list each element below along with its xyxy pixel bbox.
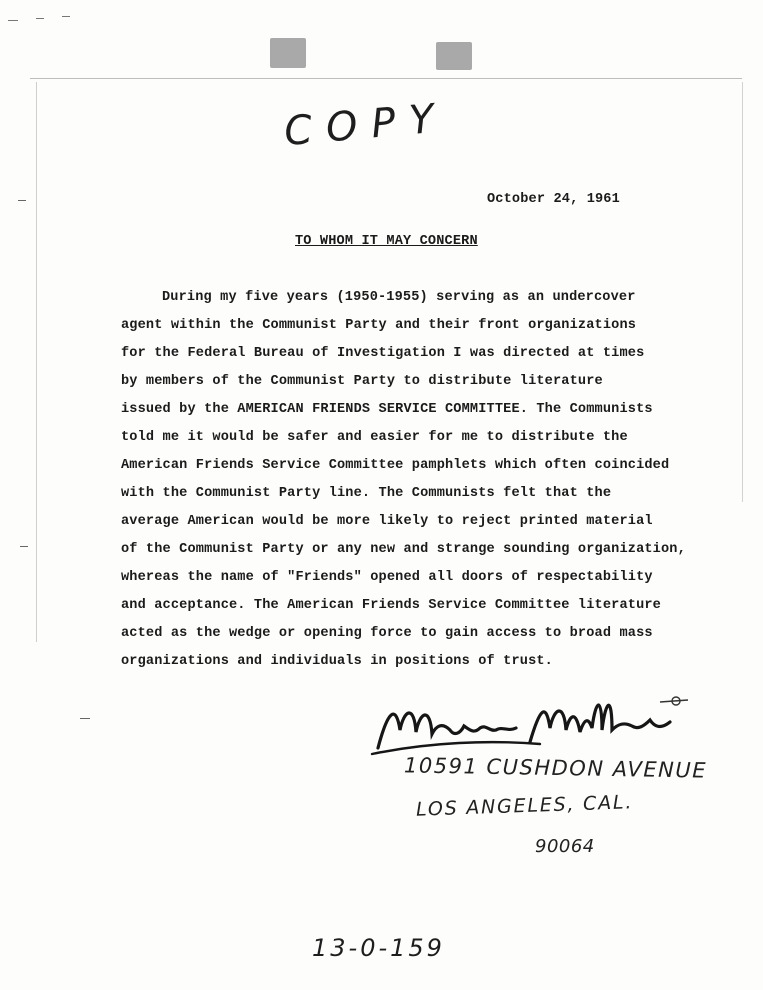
body-line: of the Communist Party or any new and strange sounding organization, xyxy=(121,542,686,557)
body-line: with the Communist Party line. The Communists felt that the xyxy=(121,486,612,501)
body-line: told me it would be safer and easier for me to distribute the xyxy=(121,430,628,445)
body-line: by members of the Communist Party to distribute literature xyxy=(121,374,603,389)
signature xyxy=(370,690,700,760)
letter-heading: TO WHOM IT MAY CONCERN xyxy=(295,234,478,249)
zip-code: 90064 xyxy=(535,836,595,857)
body-line: acted as the wedge or opening force to gain access to broad mass xyxy=(121,626,653,641)
scan-dash xyxy=(18,200,26,201)
body-line: issued by the AMERICAN FRIENDS SERVICE COMMITTEE. The Communists xyxy=(121,402,653,417)
scan-dash xyxy=(80,718,90,719)
scan-dash xyxy=(8,20,18,21)
body-line: average American would be more likely to reject printed material xyxy=(121,514,653,529)
address-line-2: LOS ANGELES, CAL. xyxy=(415,791,634,821)
document-number: 13-0-159 xyxy=(312,934,445,962)
copy-stamp: COPY xyxy=(282,94,450,156)
scan-dash xyxy=(36,18,44,19)
scan-dash xyxy=(62,16,70,17)
body-line: During my five years (1950-1955) serving as an undercover xyxy=(162,290,636,305)
scan-dash xyxy=(20,546,28,547)
address-line-1: 10591 CUSHDON AVENUE xyxy=(403,753,708,783)
body-line: organizations and individuals in positions of trust. xyxy=(121,654,553,669)
body-line: whereas the name of "Friends" opened all doors of respectability xyxy=(121,570,653,585)
body-line: American Friends Service Committee pamphlets which often coincided xyxy=(121,458,670,473)
body-line: agent within the Communist Party and their front organizations xyxy=(121,318,637,333)
body-line: and acceptance. The American Friends Service Committee literature xyxy=(121,598,661,613)
letter-date: October 24, 1961 xyxy=(487,192,620,207)
body-line: for the Federal Bureau of Investigation I was directed at times xyxy=(121,346,645,361)
